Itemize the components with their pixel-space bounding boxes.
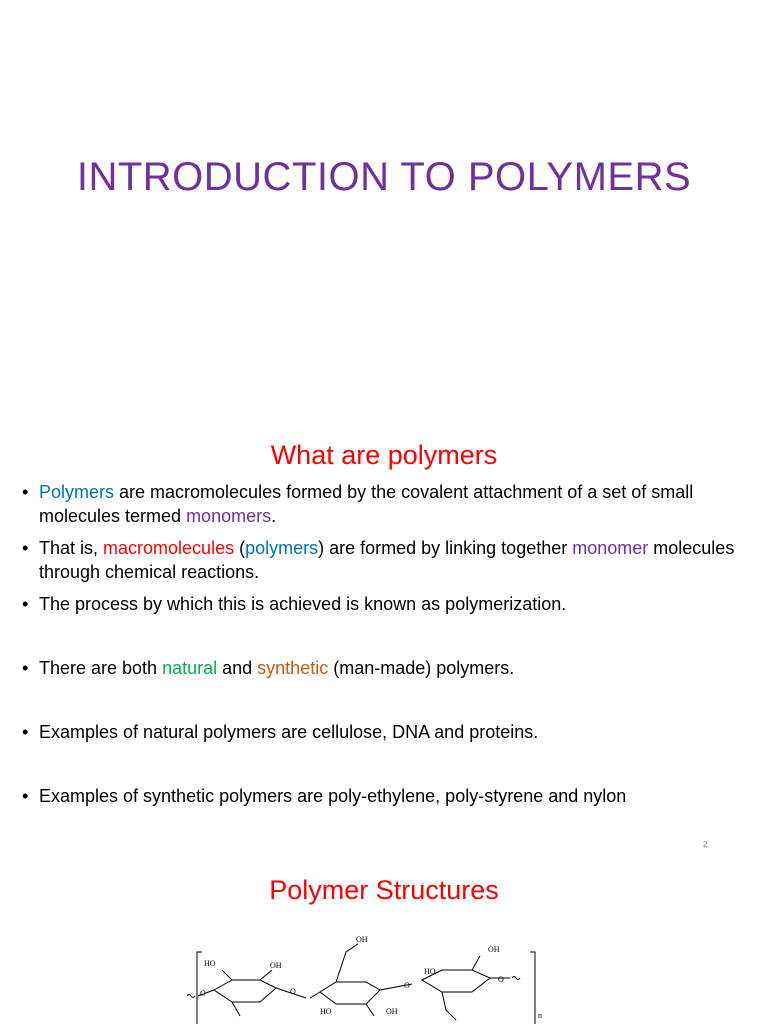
term-natural: natural [162, 658, 218, 678]
hydroxyl-label: OH [270, 961, 282, 970]
page-title: INTRODUCTION TO POLYMERS [76, 155, 692, 199]
bullet-text: Examples of synthetic polymers are poly-ethylene, poly-styrene and nylon [39, 786, 627, 806]
bullet-text: . [271, 506, 277, 526]
term-monomer: monomer [572, 538, 649, 558]
oxygen-label: O [290, 987, 296, 996]
repeat-unit-label: n [538, 1011, 542, 1020]
term-macromolecules: macromolecules [103, 538, 235, 558]
bullet-item [22, 784, 752, 808]
bullet-item [22, 720, 752, 744]
bullet-text: and [217, 658, 258, 678]
slide-heading: Polymer Structures [269, 875, 499, 905]
slide-number: 2 [703, 840, 708, 849]
slide-heading: What are polymers [270, 440, 498, 470]
bullet-list [22, 480, 752, 816]
bullet-text: Examples of natural polymers are cellulose, DNA and proteins. [39, 722, 539, 742]
hydroxyl-label: OH [386, 1007, 398, 1016]
hydroxyl-label: OH [356, 935, 368, 944]
term-monomers: monomers [186, 506, 272, 526]
oxygen-label: O [200, 989, 206, 998]
term-polymers: polymers [245, 538, 319, 558]
title-slide [0, 0, 768, 420]
bullet-item [22, 592, 752, 616]
bullet-item [22, 480, 752, 528]
term-synthetic: synthetic [257, 658, 329, 678]
bullet-text: (man-made) polymers. [328, 658, 515, 678]
hydroxyl-label: HO [424, 967, 436, 976]
term-polymers: Polymers [39, 482, 115, 502]
hydroxyl-label: HO [320, 1007, 332, 1016]
cellulose-structure-diagram [180, 930, 550, 1024]
oxygen-label: O [404, 981, 410, 990]
bullet-text: There are both [39, 658, 163, 678]
bullet-text: are macromolecules formed by the covalent attachment of a set of small molecules termed [39, 482, 694, 526]
bullet-text: ( [234, 538, 246, 558]
bullet-text: ) are formed by linking together [318, 538, 573, 558]
oxygen-label: O [498, 975, 504, 984]
bullet-item [22, 656, 752, 680]
hydroxyl-label: OH [488, 945, 500, 954]
bullet-item [22, 536, 752, 584]
bullet-text: That is, [39, 538, 104, 558]
content-slide [0, 420, 768, 860]
hydroxyl-label: HO [204, 959, 216, 968]
bullet-text: molecules through chemical reactions. [39, 538, 735, 582]
structure-slide [0, 860, 768, 1024]
bullet-text: The process by which this is achieved is known as polymerization. [39, 594, 567, 614]
